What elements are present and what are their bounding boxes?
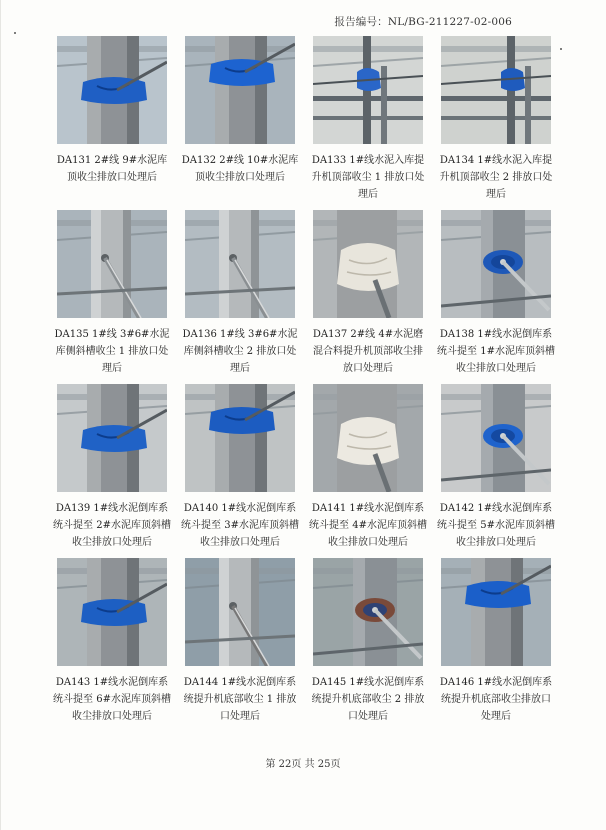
site-photo bbox=[185, 36, 295, 144]
photo-card bbox=[182, 210, 298, 384]
page-number: 第 22页 共 25页 bbox=[265, 759, 341, 770]
photo-caption: DA133 1#线水泥入库提升机顶部收尘 1 排放口处理后 bbox=[311, 155, 425, 200]
photo-card bbox=[309, 384, 427, 558]
site-photo bbox=[313, 210, 423, 318]
photo-caption: DA140 1#线水泥倒库系统斗提至 3#水泥库顶斜槽收尘排放口处理后 bbox=[181, 503, 299, 548]
photo-card bbox=[53, 384, 171, 558]
photo-card bbox=[313, 558, 423, 732]
photo-caption: DA138 1#线水泥倒库系统斗提至 1#水泥库顶斜槽收尘排放口处理后 bbox=[437, 329, 555, 374]
photo-caption: DA146 1#线水泥倒库系统提升机底部收尘排放口处理后 bbox=[439, 677, 553, 722]
photo-card bbox=[185, 558, 295, 732]
photo-card bbox=[54, 210, 170, 384]
site-photo bbox=[313, 384, 423, 492]
site-photo bbox=[441, 36, 551, 144]
site-photo bbox=[57, 558, 167, 666]
photo-caption: DA132 2#线 10#水泥库顶收尘排放口处理后 bbox=[181, 155, 299, 183]
photo-card bbox=[181, 384, 299, 558]
photo-card bbox=[313, 210, 423, 384]
photo-card bbox=[441, 36, 551, 210]
photo-card bbox=[437, 384, 555, 558]
photo-caption: DA139 1#线水泥倒库系统斗提至 2#水泥库顶斜槽收尘排放口处理后 bbox=[53, 503, 171, 548]
photo-caption: DA145 1#线水泥倒库系统提升机底部收尘 2 排放口处理后 bbox=[311, 677, 425, 722]
site-photo bbox=[57, 210, 167, 318]
report-number: 报告编号：NL/BG-211227-02-006 bbox=[334, 16, 512, 28]
photo-caption: DA141 1#线水泥倒库系统斗提至 4#水泥库顶斜槽收尘排放口处理后 bbox=[309, 503, 427, 548]
scan-dot bbox=[560, 48, 562, 50]
photo-card bbox=[441, 558, 551, 732]
photo-caption: DA136 1#线 3#6#水泥库侧斜槽收尘 2 排放口处理后 bbox=[182, 329, 298, 374]
photo-card bbox=[53, 558, 171, 732]
site-photo bbox=[57, 36, 167, 144]
photo-caption: DA143 1#线水泥倒库系统斗提至 6#水泥库顶斜槽收尘排放口处理后 bbox=[53, 677, 171, 722]
photo-card bbox=[437, 210, 555, 384]
site-photo bbox=[441, 384, 551, 492]
site-photo bbox=[441, 558, 551, 666]
photo-card bbox=[313, 36, 423, 210]
photo-card bbox=[57, 36, 167, 210]
site-photo bbox=[57, 384, 167, 492]
site-photo bbox=[313, 558, 423, 666]
site-photo bbox=[185, 210, 295, 318]
site-photo bbox=[441, 210, 551, 318]
photo-caption: DA144 1#线水泥倒库系统提升机底部收尘 1 排放口处理后 bbox=[183, 677, 297, 722]
photo-caption: DA131 2#线 9#水泥库顶收尘排放口处理后 bbox=[56, 155, 168, 183]
site-photo bbox=[185, 558, 295, 666]
photo-caption: DA134 1#线水泥入库提升机顶部收尘 2 排放口处理后 bbox=[439, 155, 553, 200]
photo-caption: DA135 1#线 3#6#水泥库侧斜槽收尘 1 排放口处理后 bbox=[54, 329, 170, 374]
photo-caption: DA142 1#线水泥倒库系统斗提至 5#水泥库顶斜槽收尘排放口处理后 bbox=[437, 503, 555, 548]
photo-grid bbox=[53, 36, 555, 732]
photo-card bbox=[181, 36, 299, 210]
photo-caption: DA137 2#线 4#水泥磨混合料提升机顶部收尘排放口处理后 bbox=[312, 329, 424, 374]
scan-dot bbox=[14, 32, 16, 34]
site-photo bbox=[313, 36, 423, 144]
site-photo bbox=[185, 384, 295, 492]
